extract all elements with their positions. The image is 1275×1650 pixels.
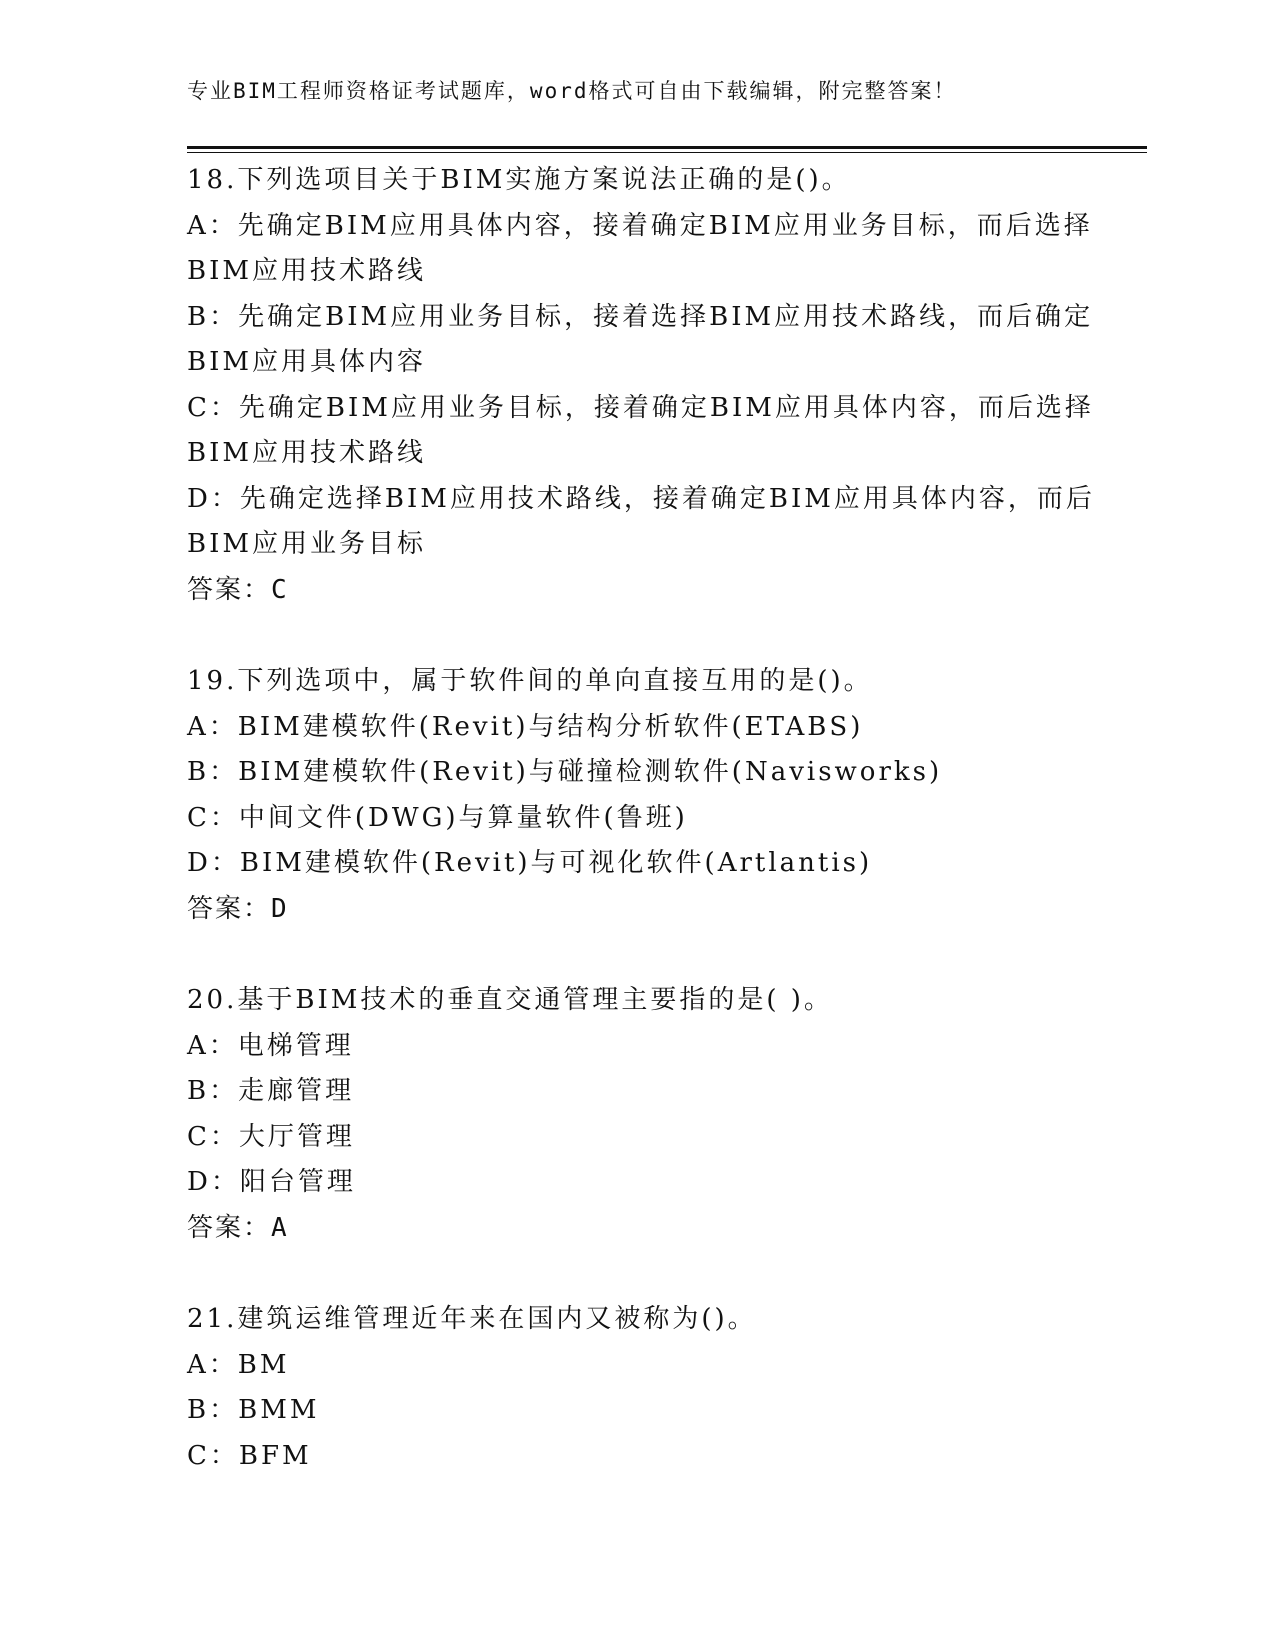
option-line: D：阳台管理: [187, 1167, 356, 1197]
option-line: B：走廊管理: [187, 1076, 355, 1106]
question-stem: 19.下列选项中，属于软件间的单向直接互用的是()。: [187, 666, 873, 696]
option-line: A：先确定BIM应用具体内容，接着确定BIM应用业务目标，而后选择: [187, 210, 1093, 241]
question-19: [187, 659, 1087, 932]
option-line: D：先确定选择BIM应用技术路线，接着确定BIM应用具体内容，而后: [187, 483, 1095, 514]
option-line: BIM应用具体内容: [187, 347, 426, 377]
option-line: BIM应用技术路线: [187, 256, 426, 286]
option-line: B：BIM建模软件(Revit)与碰撞检测软件(Navisworks): [187, 757, 943, 787]
question-stem: 20.基于BIM技术的垂直交通管理主要指的是( )。: [187, 985, 833, 1015]
header-rule-thin: [187, 152, 1147, 153]
option-line: B：BMM: [187, 1395, 320, 1425]
header-rule-thick: [187, 146, 1147, 149]
answer-label: 答案：A: [187, 1212, 289, 1243]
question-stem: 21.建筑运维管理近年来在国内又被称为()。: [187, 1304, 757, 1334]
question-list: [187, 158, 1095, 1525]
option-line: C：BFM: [187, 1440, 312, 1471]
answer-label: 答案：C: [187, 574, 289, 605]
question-21: [187, 1297, 1087, 1479]
option-line: A：BM: [187, 1349, 290, 1380]
option-line: A：电梯管理: [187, 1030, 354, 1061]
option-line: C：先确定BIM应用业务目标，接着确定BIM应用具体内容，而后选择: [187, 392, 1094, 423]
option-line: C：中间文件(DWG)与算量软件(鲁班): [187, 802, 688, 833]
option-line: C：大厅管理: [187, 1121, 355, 1152]
option-line: BIM应用业务目标: [187, 529, 426, 559]
question-stem: 18.下列选项目关于BIM实施方案说法正确的是()。: [187, 165, 851, 195]
question-20: [187, 978, 1087, 1251]
answer-label: 答案：D: [187, 893, 289, 924]
option-line: B：先确定BIM应用业务目标，接着选择BIM应用技术路线，而后确定: [187, 301, 1094, 332]
page-header: 专业BIM工程师资格证考试题库，word格式可自由下载编辑，附完整答案！: [187, 79, 957, 103]
question-18: [187, 158, 1095, 613]
option-line: BIM应用技术路线: [187, 438, 426, 468]
option-line: D：BIM建模软件(Revit)与可视化软件(Artlantis): [187, 848, 873, 878]
option-line: A：BIM建模软件(Revit)与结构分析软件(ETABS): [187, 711, 864, 742]
